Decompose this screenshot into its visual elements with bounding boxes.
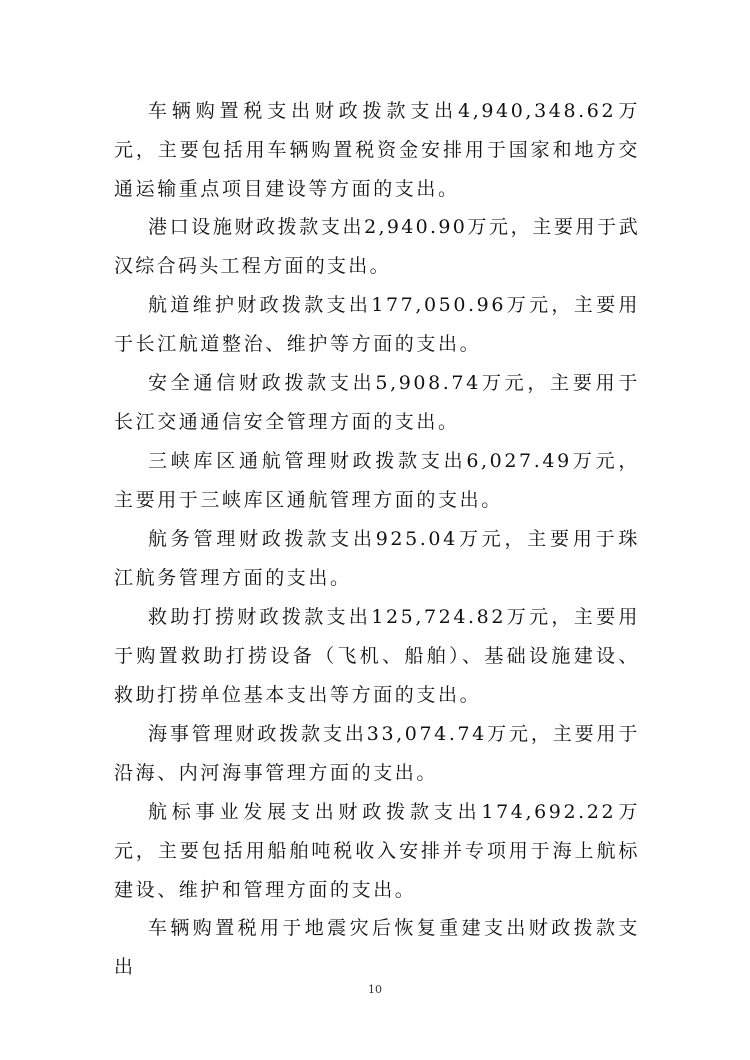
paragraph-earthquake-reconstruction: 车辆购置税用于地震灾后恢复重建支出财政拨款支出 — [114, 917, 640, 978]
paragraph-three-gorges-navigation: 三峡库区通航管理财政拨款支出6,027.49万元，主要用于三峡库区通航管理方面的支出。 — [114, 450, 640, 511]
page-number: 10 — [368, 983, 382, 996]
paragraph-port-facilities: 港口设施财政拨款支出2,940.90万元，主要用于武汉综合码头工程方面的支出。 — [114, 216, 640, 277]
paragraph-navigation-aids: 航标事业发展支出财政拨款支出174,692.22万元，主要包括用船舶吨税收入安排并专项用于海上航标建设、维护和管理方面的支出。 — [114, 801, 640, 901]
paragraph-waterway-maintenance: 航道维护财政拨款支出177,050.96万元，主要用于长江航道整治、维护等方面的支出。 — [114, 294, 640, 355]
paragraph-rescue-salvage: 救助打捞财政拨款支出125,724.82万元，主要用于购置救助打捞设备（飞机、船舶）、基础设施建设、救助打捞单位基本支出等方面的支出。 — [114, 606, 640, 706]
paragraph-vehicle-purchase-tax: 车辆购置税支出财政拨款支出4,940,348.62万元，主要包括用车辆购置税资金安排用于国家和地方交通运输重点项目建设等方面的支出。 — [114, 100, 640, 200]
paragraph-shipping-management: 航务管理财政拨款支出925.04万元，主要用于珠江航务管理方面的支出。 — [114, 528, 640, 589]
paragraph-safety-communication: 安全通信财政拨款支出5,908.74万元，主要用于长江交通通信安全管理方面的支出。 — [114, 372, 640, 433]
paragraph-maritime-management: 海事管理财政拨款支出33,074.74万元，主要用于沿海、内河海事管理方面的支出。 — [114, 723, 640, 784]
